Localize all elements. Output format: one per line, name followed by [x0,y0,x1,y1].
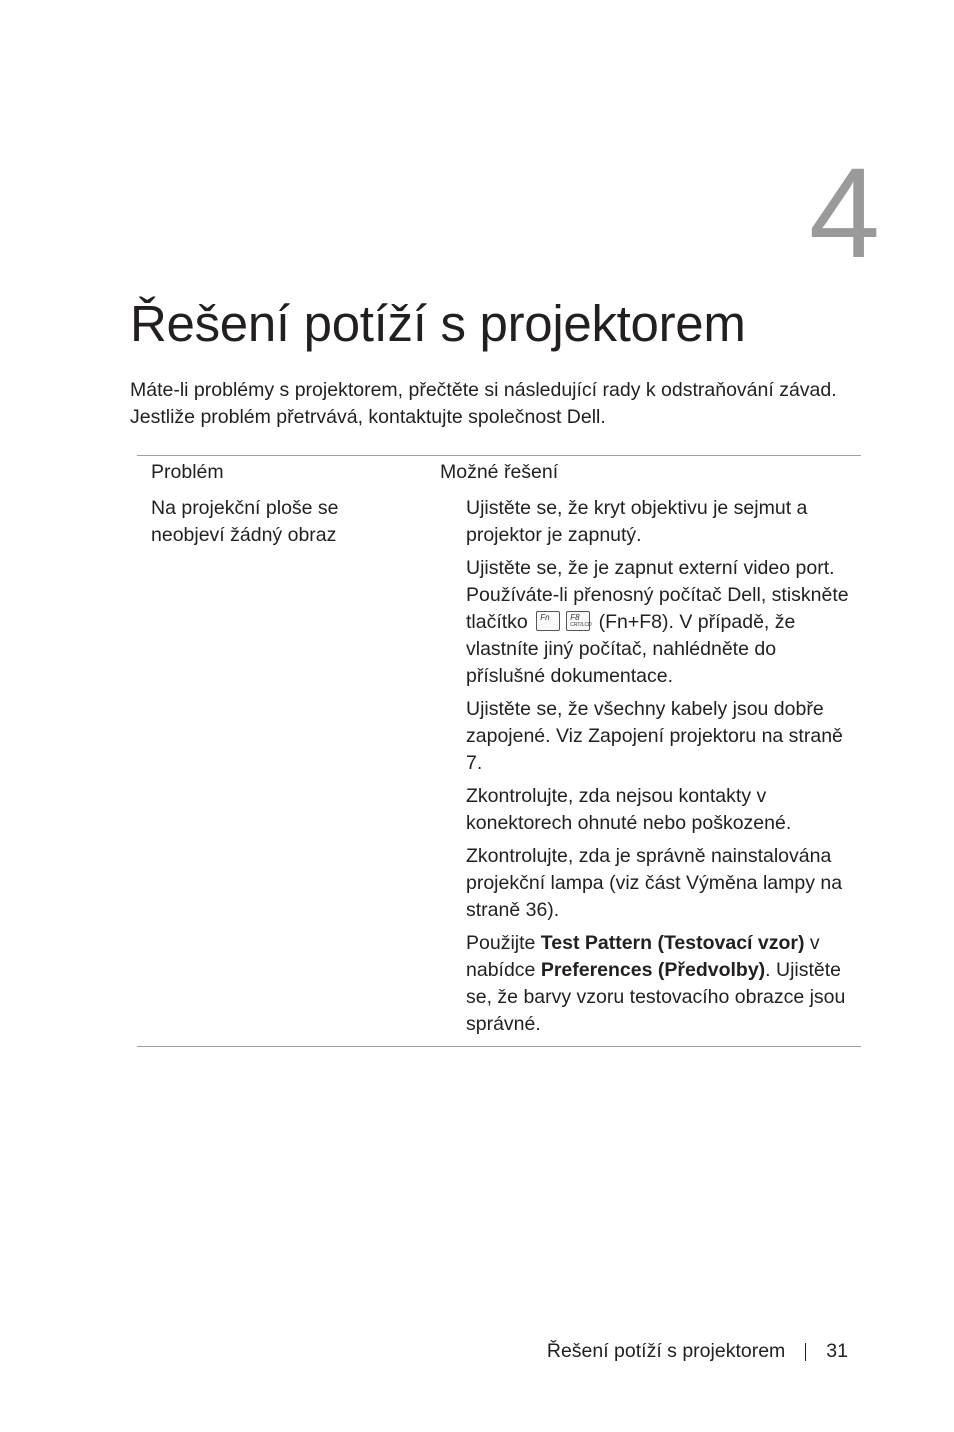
table-header [137,456,861,490]
solution-item: Použijte Test Pattern (Testovací vzor) v nabídce Preferences (Předvolby). Ujistěte se, že barvy vzoru testovacího obrazce jsou správné. [466,932,846,1035]
solution-text: Ujistěte se, že je zapnut externí video port. Používáte-li přenosný počítač Dell, stiskněte tlačítko [466,557,849,633]
solution-text: (Fn+F8). V případě, že vlastníte jiný počítač, nahlédněte do příslušné dokumentace. [466,611,796,687]
page-title: Řešení potíží s projektorem [130,295,746,352]
footer-title: Řešení potíží s projektorem [546,1340,786,1362]
page-number: 31 [826,1340,848,1362]
solution-item: Zkontrolujte, zda je správně nainstalována projekční lampa (viz část Výměna lampy na straně 36). [466,845,843,921]
solution-item [466,555,858,690]
f8-key-icon: F8 CRT/LCD [566,611,590,631]
header-problem: Problém [151,461,224,483]
table-row [137,490,861,1038]
test-pattern-term: Test Pattern (Testovací vzor) [540,932,805,954]
solution-item: Ujistěte se, že všechny kabely jsou dobře zapojené. Viz Zapojení projektoru na straně 7. [466,698,843,774]
chapter-number: 4 [808,142,880,285]
header-solution: Možné řešení [440,461,559,483]
solution-item: Ujistěte se, že kryt objektivu je sejmut a projektor je zapnutý. [466,497,808,546]
fn-key-icon: Fn [536,611,560,631]
page-footer [547,1340,848,1363]
footer-divider [805,1343,806,1361]
intro-paragraph: Máte-li problémy s projektorem, přečtěte si následující rady k odstraňování závad. Jestliže problém přetrvává, kontaktujte společnost Dell. [130,379,837,428]
preferences-term: Preferences (Předvolby) [540,959,766,981]
solution-item: Zkontrolujte, zda nejsou kontakty v konektorech ohnuté nebo poškozené. [466,785,792,834]
troubleshooting-table [137,455,861,1047]
solution-cell [466,490,858,1038]
problem-cell: Na projekční ploše se neobjeví žádný obraz [151,497,339,546]
